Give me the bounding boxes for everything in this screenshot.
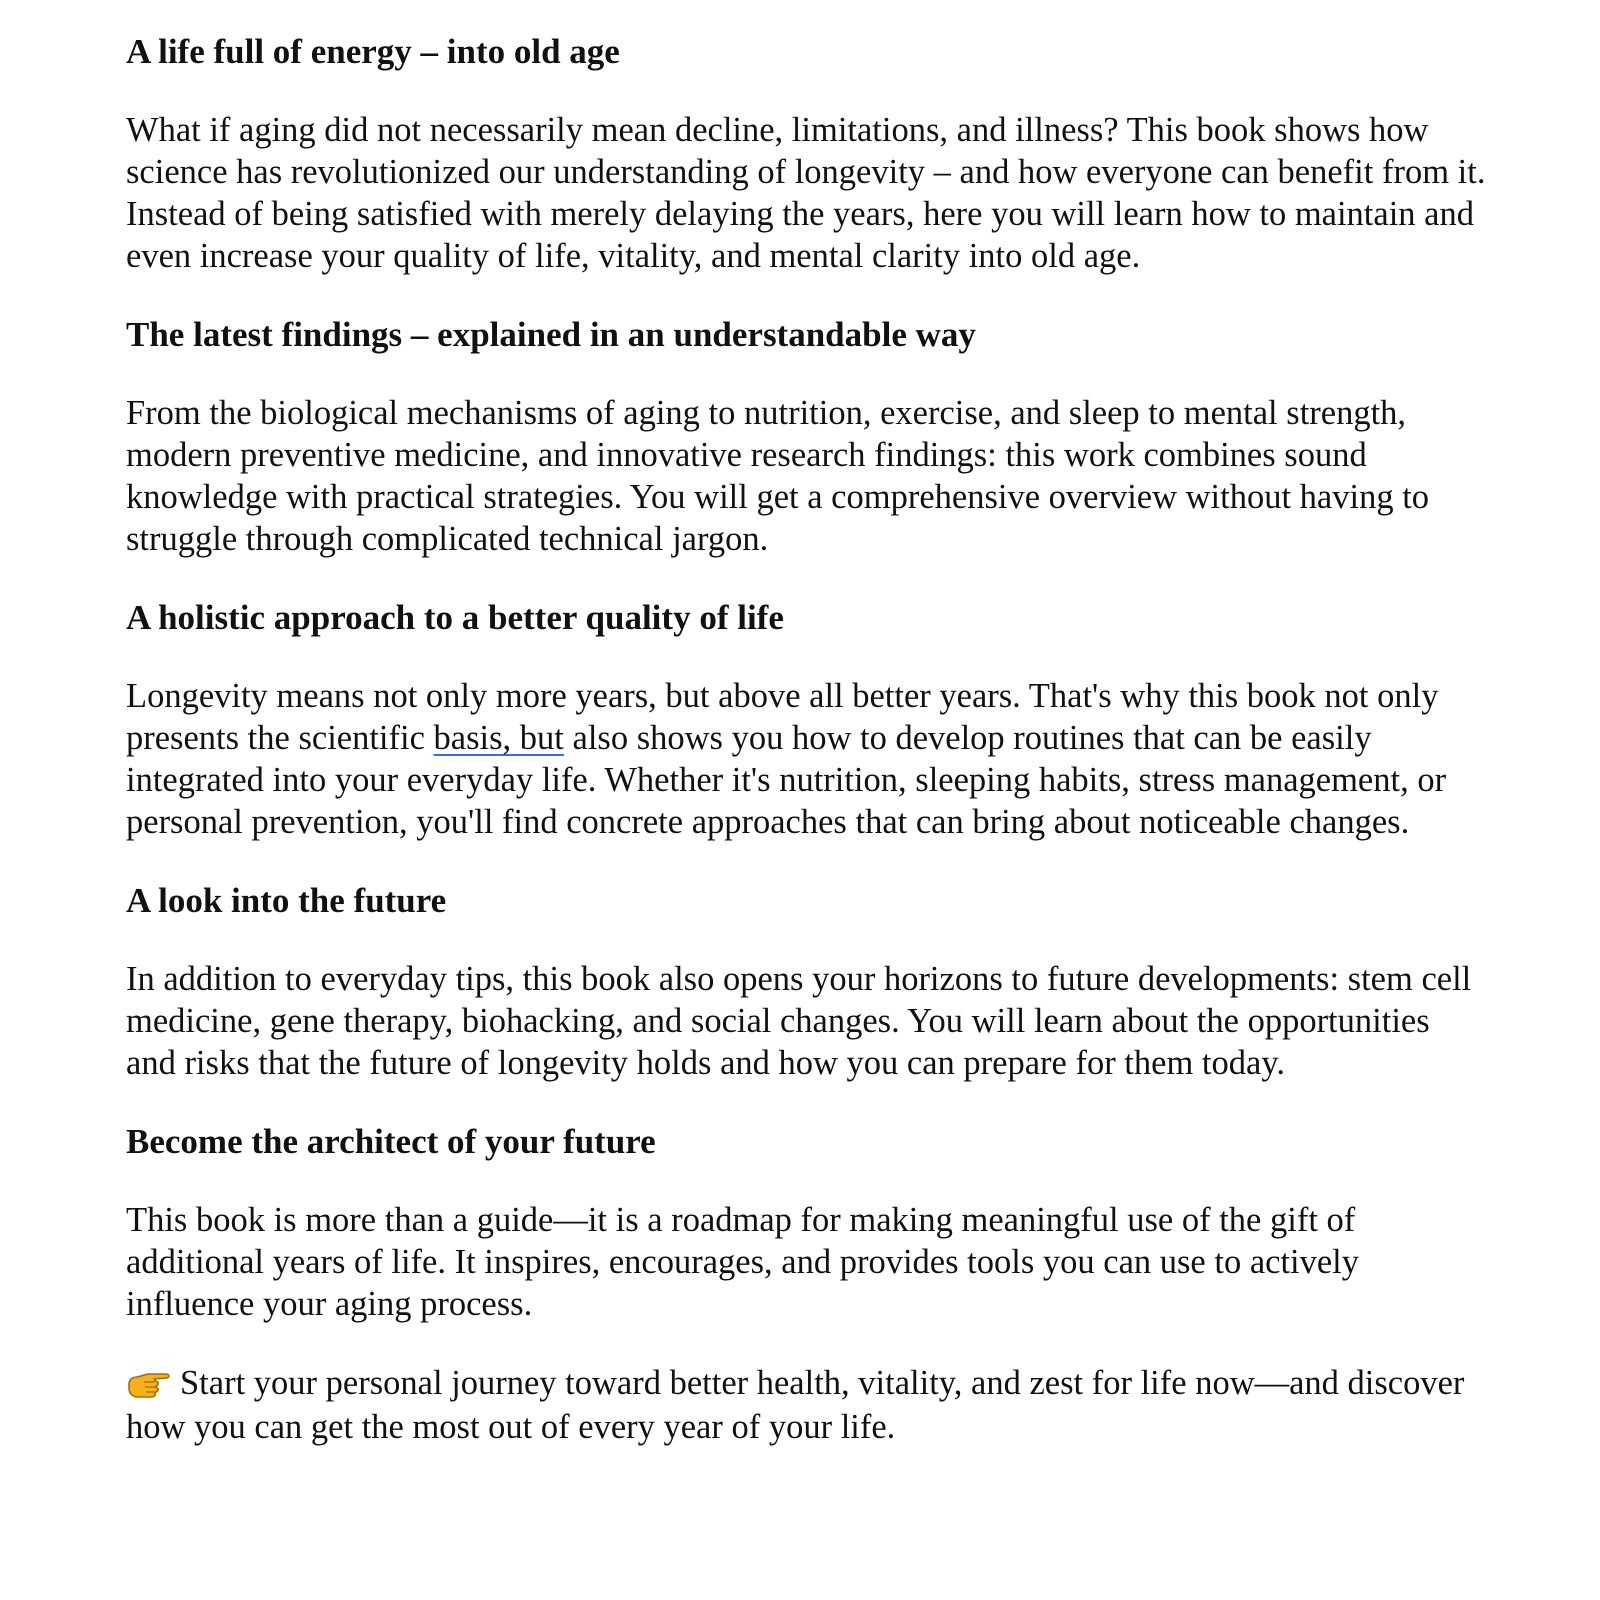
section-body-energy: What if aging did not necessarily mean decline, limitations, and illness? This book shows how science has revolutionized our understanding of longevity – and how everyone can benefit from it. Instead of being satisfied with merely delaying the years, here you will learn how to maintain and even increase your quality of life, vitality, and mental clarity into old age. [126,111,1486,275]
section-body-findings: From the biological mechanisms of aging to nutrition, exercise, and sleep to mental strength, modern preventive medicine, and innovative research findings: this work combines sound knowledge with practical strategies. You will get a comprehensive overview without having to struggle through complicated technical jargon. [126,394,1430,558]
section-body-future: In addition to everyday tips, this book also opens your horizons to future developments: stem cell medicine, gene therapy, biohacking, and social changes. You will learn about the opportunities and risks that the future of longevity holds and how you can prepare for them today. [126,960,1472,1082]
document-page [126,30,1486,1449]
pointing-hand-icon [126,1366,172,1400]
section-body-architect: This book is more than a guide—it is a roadmap for making meaningful use of the gift of additional years of life. It inspires, encourages, and provides tools you can use to actively influence your aging process. [126,1201,1360,1323]
section-body-holistic-part-2: also shows you how to develop routines that can be easily integrated into your everyday life. Whether it's nutrition, sleeping habits, stress management, or personal prevention, you'll find concrete approaches that can bring about noticeable changes. [126,719,1447,841]
call-to-action [126,1361,1486,1449]
section-body-holistic-part-1: Longevity means not only more years, but above all better years. That's why this book not only presents the scientific [126,677,1439,757]
section-heading-energy: A life full of energy – into old age [126,32,620,71]
section-heading-holistic: A holistic approach to a better quality of life [126,598,784,637]
call-to-action-text: Start your personal journey toward better health, vitality, and zest for life now—and discover how you can get the most out of every year of your life. [126,1364,1465,1446]
section-body-holistic [126,675,1486,843]
section-heading-future: A look into the future [126,881,447,920]
section-heading-architect: Become the architect of your future [126,1122,656,1161]
spellcheck-flagged-text[interactable]: basis, but [433,719,564,757]
section-heading-findings: The latest findings – explained in an understandable way [126,315,976,354]
